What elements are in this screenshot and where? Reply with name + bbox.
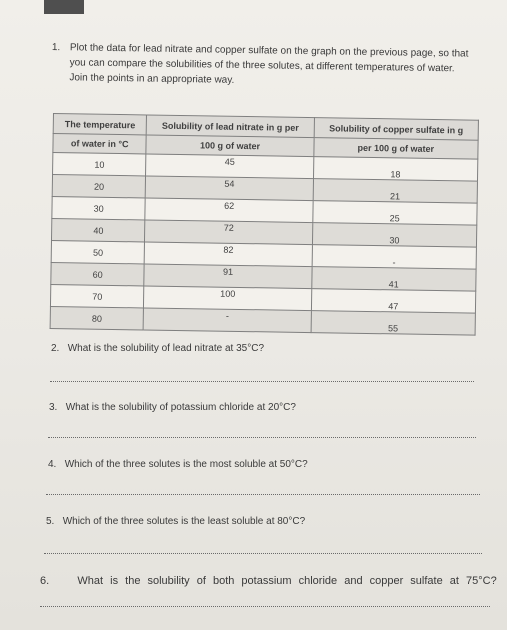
lead-nitrate-value: 72 xyxy=(223,222,234,233)
lead-nitrate-value: 62 xyxy=(224,200,235,211)
copper-sulfate-value: 47 xyxy=(388,300,399,311)
question-5 xyxy=(46,515,305,528)
question-1-line: Join the points in an appropriate way. xyxy=(69,72,235,86)
copper-sulfate-cell xyxy=(312,201,477,226)
question-5-text: Which of the three solutes is the least soluble at 80°C? xyxy=(62,516,306,527)
lead-nitrate-value: 91 xyxy=(223,266,234,277)
lead-nitrate-cell xyxy=(145,198,313,223)
answer-line-4[interactable] xyxy=(46,494,480,495)
lead-nitrate-value: 54 xyxy=(224,178,235,189)
lead-nitrate-value: 45 xyxy=(224,156,235,167)
question-1-number: 1. xyxy=(51,41,61,54)
table-header-cell: The temperature xyxy=(53,114,147,135)
copper-sulfate-cell xyxy=(311,267,476,292)
question-1 xyxy=(51,40,492,92)
copper-sulfate-value: 30 xyxy=(389,234,400,245)
question-6-text: What is the solubility of both potassium chloride and copper sulfate at 75°C? xyxy=(77,575,497,587)
answer-line-3[interactable] xyxy=(48,437,476,438)
lead-nitrate-cell xyxy=(144,286,312,311)
question-2-number: 2. xyxy=(51,343,60,354)
copper-sulfate-cell xyxy=(311,311,476,336)
question-2-text: What is the solubility of lead nitrate at 35°C? xyxy=(67,343,265,354)
answer-line-6[interactable] xyxy=(40,606,490,607)
question-6 xyxy=(40,575,497,588)
question-5-number: 5. xyxy=(46,516,55,527)
header-tab xyxy=(44,0,84,14)
lead-nitrate-cell xyxy=(145,220,313,245)
copper-sulfate-cell xyxy=(313,179,478,204)
lead-nitrate-cell xyxy=(144,264,312,289)
question-4-number: 4. xyxy=(48,459,57,470)
temperature-cell: 30 xyxy=(52,196,146,219)
copper-sulfate-value: 18 xyxy=(390,168,401,179)
question-6-number: 6. xyxy=(40,575,50,587)
copper-sulfate-value: 41 xyxy=(388,278,399,289)
table-header-cell: Solubility of copper sulfate in g xyxy=(314,118,479,141)
lead-nitrate-value: - xyxy=(225,310,229,321)
lead-nitrate-value: 82 xyxy=(223,244,234,255)
copper-sulfate-value: 55 xyxy=(387,322,399,333)
question-1-text xyxy=(69,40,492,92)
table-header-cell: of water in °C xyxy=(53,134,147,154)
question-4 xyxy=(48,458,308,471)
copper-sulfate-value: - xyxy=(392,256,396,267)
answer-line-2[interactable] xyxy=(50,381,474,382)
question-3-number: 3. xyxy=(49,402,58,413)
lead-nitrate-value: 100 xyxy=(220,288,236,299)
temperature-cell: 20 xyxy=(52,175,146,198)
question-3-text: What is the solubility of potassium chloride at 20°C? xyxy=(65,402,296,413)
answer-line-5[interactable] xyxy=(44,553,482,554)
question-1-line: Plot the data for lead nitrate and copper sulfate on the graph on the previous page, so that xyxy=(69,42,469,60)
temperature-cell: 70 xyxy=(50,284,144,307)
temperature-cell: 60 xyxy=(51,262,145,285)
question-2 xyxy=(51,342,264,355)
lead-nitrate-cell xyxy=(146,176,314,201)
table-header-cell: 100 g of water xyxy=(146,135,314,157)
lead-nitrate-cell xyxy=(146,154,314,179)
solubility-table xyxy=(50,113,479,336)
copper-sulfate-cell xyxy=(312,223,477,248)
copper-sulfate-value: 25 xyxy=(389,212,400,223)
temperature-cell: 50 xyxy=(51,240,145,263)
question-1-line: you can compare the solubilities of the three solutes, at different temperatures of water. xyxy=(69,57,455,75)
question-3 xyxy=(49,401,296,414)
temperature-cell: 40 xyxy=(51,218,145,241)
table-header-cell: Solubility of lead nitrate in g per xyxy=(147,115,315,138)
copper-sulfate-cell xyxy=(311,289,476,314)
copper-sulfate-value: 21 xyxy=(389,190,401,201)
question-4-text: Which of the three solutes is the most soluble at 50°C? xyxy=(64,459,308,470)
temperature-cell: 10 xyxy=(53,153,147,176)
table-header-cell: per 100 g of water xyxy=(314,138,479,160)
temperature-cell: 80 xyxy=(50,306,144,329)
copper-sulfate-cell xyxy=(312,245,477,270)
lead-nitrate-cell xyxy=(144,308,312,333)
copper-sulfate-cell xyxy=(313,157,478,182)
lead-nitrate-cell xyxy=(145,242,313,267)
